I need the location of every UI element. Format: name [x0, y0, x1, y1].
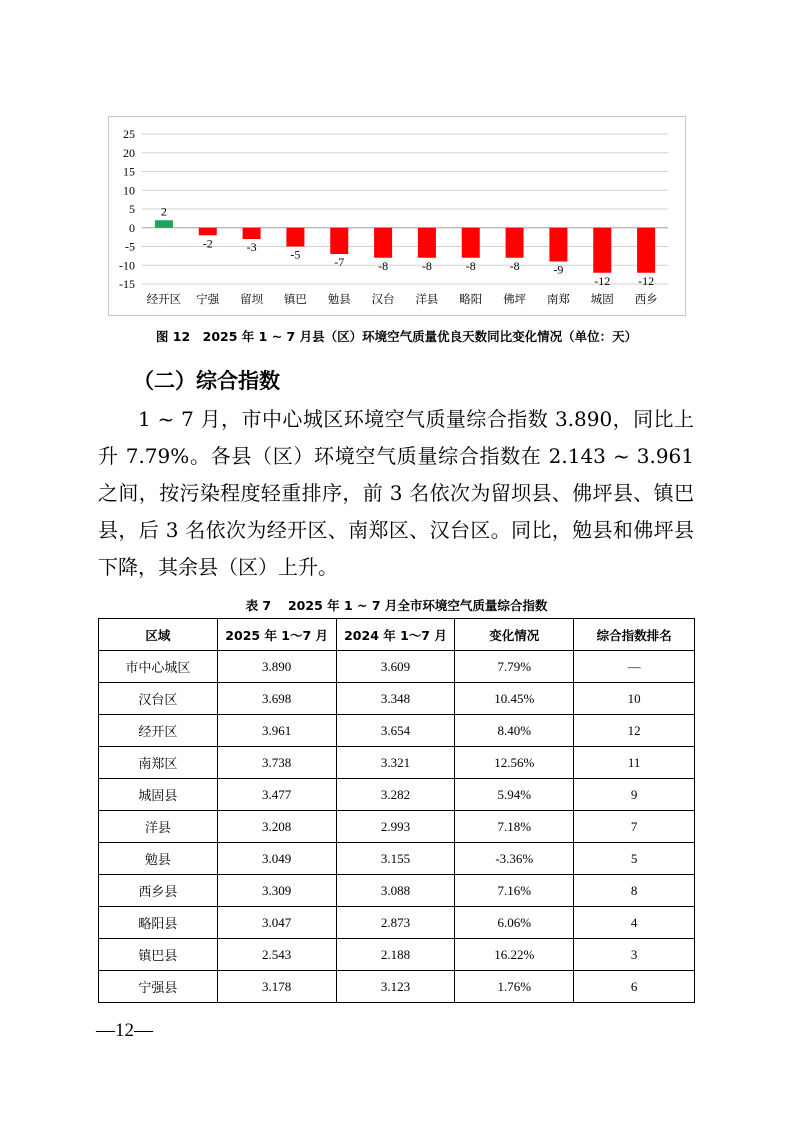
cell-2025: 3.309 — [217, 875, 336, 907]
y-tick-label: 25 — [123, 127, 135, 141]
cell-region: 勉县 — [99, 843, 218, 875]
cell-rank: 7 — [574, 811, 695, 843]
data-label: -8 — [421, 258, 432, 273]
y-tick-label: 5 — [129, 202, 135, 216]
cell-2025: 3.047 — [217, 907, 336, 939]
bar — [549, 228, 567, 262]
x-tick-label: 留坝 — [240, 292, 264, 306]
cell-2025: 3.049 — [217, 843, 336, 875]
y-tick-label: 15 — [123, 164, 135, 179]
data-label: -8 — [509, 258, 520, 273]
cell-region: 西乡县 — [99, 875, 218, 907]
cell-rank: 8 — [574, 875, 695, 907]
data-label: -12 — [638, 273, 655, 288]
x-tick-label: 佛坪 — [503, 292, 527, 306]
cell-change: 1.76% — [455, 971, 574, 1003]
table-header-row — [99, 619, 695, 651]
header-change: 变化情况 — [455, 619, 574, 651]
cell-rank: 12 — [574, 715, 695, 747]
cell-rank: 11 — [574, 747, 695, 779]
cell-rank: 9 — [574, 779, 695, 811]
y-tick-label: 10 — [123, 183, 135, 198]
cell-region: 市中心城区 — [99, 651, 218, 683]
header-region: 区域 — [99, 619, 218, 651]
table-row — [99, 651, 695, 683]
bar — [374, 228, 392, 258]
x-tick-label: 略阳 — [459, 292, 483, 306]
cell-2024: 3.282 — [336, 779, 455, 811]
cell-2025: 3.738 — [217, 747, 336, 779]
composite-index-table — [98, 618, 695, 1003]
data-label: -3 — [246, 240, 257, 254]
cell-2025: 3.208 — [217, 811, 336, 843]
header-rank: 综合指数排名 — [574, 619, 695, 651]
cell-2025: 3.890 — [217, 651, 336, 683]
cell-2024: 3.609 — [336, 651, 455, 683]
bar — [462, 228, 480, 258]
cell-2025: 2.543 — [217, 939, 336, 971]
table-row — [99, 971, 695, 1003]
cell-region: 汉台区 — [99, 683, 218, 715]
cell-region: 洋县 — [99, 811, 218, 843]
cell-2024: 3.088 — [336, 875, 455, 907]
chart-caption: 图 12 2025 年 1 ~ 7 月县（区）环境空气质量优良天数同比变化情况（单位：天） — [155, 329, 638, 344]
data-label: -8 — [465, 258, 476, 273]
cell-rank: 10 — [574, 683, 695, 715]
cell-change: 7.79% — [455, 651, 574, 683]
x-tick-label: 勉县 — [327, 292, 351, 306]
cell-change: -3.36% — [455, 843, 574, 875]
data-label: -12 — [594, 273, 611, 288]
header-2024: 2024 年 1～7 月 — [336, 619, 455, 651]
data-label: -8 — [378, 258, 389, 273]
cell-region: 宁强县 — [99, 971, 218, 1003]
body-paragraph: 1 ~ 7 月，市中心城区环境空气质量综合指数 3.890，同比上升 7.79%。各县（区）环境空气质量综合指数在 2.143 ~ 3.961 之间，按污染程度轻重排序，前 3 名依次为留坝县、佛坪县、镇巴县，后 3 名依次为经开区、南郑区、汉台区。同比，勉县和佛坪县下降，其余县（区）上升。 — [98, 407, 694, 579]
header-2025: 2025 年 1～7 月 — [217, 619, 336, 651]
cell-2024: 3.123 — [336, 971, 455, 1003]
table-row — [99, 747, 695, 779]
table-row — [99, 779, 695, 811]
table-row — [99, 811, 695, 843]
bar — [418, 228, 436, 258]
bar — [155, 220, 173, 228]
cell-region: 镇巴县 — [99, 939, 218, 971]
table-row — [99, 683, 695, 715]
data-label: -7 — [334, 255, 345, 269]
cell-change: 8.40% — [455, 715, 574, 747]
bar-chart — [108, 116, 686, 316]
cell-change: 16.22% — [455, 939, 574, 971]
cell-region: 城固县 — [99, 779, 218, 811]
cell-change: 6.06% — [455, 907, 574, 939]
bar — [330, 228, 348, 254]
x-tick-label: 洋县 — [415, 292, 439, 306]
y-tick-label: 20 — [123, 145, 135, 160]
body-paragraph-block — [98, 401, 694, 586]
bar — [637, 228, 655, 273]
cell-2024: 2.873 — [336, 907, 455, 939]
bar — [199, 228, 217, 236]
x-tick-label: 南郑 — [546, 292, 570, 306]
table-caption: 表 7 2025 年 1 ~ 7 月全市环境空气质量综合指数 — [245, 598, 548, 613]
page-number: —12— — [96, 1020, 153, 1041]
x-tick-label: 宁强 — [196, 292, 220, 306]
bar — [286, 228, 304, 247]
x-tick-label: 城固 — [590, 292, 614, 306]
cell-region: 经开区 — [99, 715, 218, 747]
table-row — [99, 715, 695, 747]
y-tick-label: 0 — [129, 220, 135, 235]
cell-2025: 3.698 — [217, 683, 336, 715]
bar — [593, 228, 611, 273]
cell-change: 7.18% — [455, 811, 574, 843]
cell-region: 略阳县 — [99, 907, 218, 939]
x-tick-label: 镇巴 — [283, 292, 307, 306]
cell-change: 10.45% — [455, 683, 574, 715]
x-tick-label: 西乡 — [634, 292, 658, 306]
cell-2024: 3.321 — [336, 747, 455, 779]
y-tick-label: -10 — [119, 258, 135, 273]
cell-change: 5.94% — [455, 779, 574, 811]
cell-change: 7.16% — [455, 875, 574, 907]
data-label: -5 — [290, 247, 301, 262]
bar — [243, 228, 261, 239]
cell-rank: — — [574, 651, 695, 683]
data-label: 2 — [160, 204, 167, 219]
cell-2024: 2.188 — [336, 939, 455, 971]
cell-2024: 3.348 — [336, 683, 455, 715]
x-tick-label: 经开区 — [146, 292, 182, 306]
section-heading: （二）综合指数 — [133, 369, 280, 393]
cell-change: 12.56% — [455, 747, 574, 779]
table-row — [99, 939, 695, 971]
table-row — [99, 875, 695, 907]
data-label: -9 — [553, 262, 564, 277]
cell-2024: 2.993 — [336, 811, 455, 843]
cell-rank: 4 — [574, 907, 695, 939]
cell-region: 南郑区 — [99, 747, 218, 779]
table-row — [99, 907, 695, 939]
x-tick-label: 汉台 — [371, 292, 395, 306]
cell-2025: 3.178 — [217, 971, 336, 1003]
cell-rank: 3 — [574, 939, 695, 971]
table-row — [99, 843, 695, 875]
y-tick-label: -5 — [125, 239, 135, 254]
cell-2024: 3.155 — [336, 843, 455, 875]
y-tick-label: -15 — [119, 277, 135, 291]
data-label: -2 — [202, 236, 213, 251]
cell-2024: 3.654 — [336, 715, 455, 747]
cell-rank: 5 — [574, 843, 695, 875]
bar — [506, 228, 524, 258]
cell-2025: 3.477 — [217, 779, 336, 811]
cell-rank: 6 — [574, 971, 695, 1003]
cell-2025: 3.961 — [217, 715, 336, 747]
